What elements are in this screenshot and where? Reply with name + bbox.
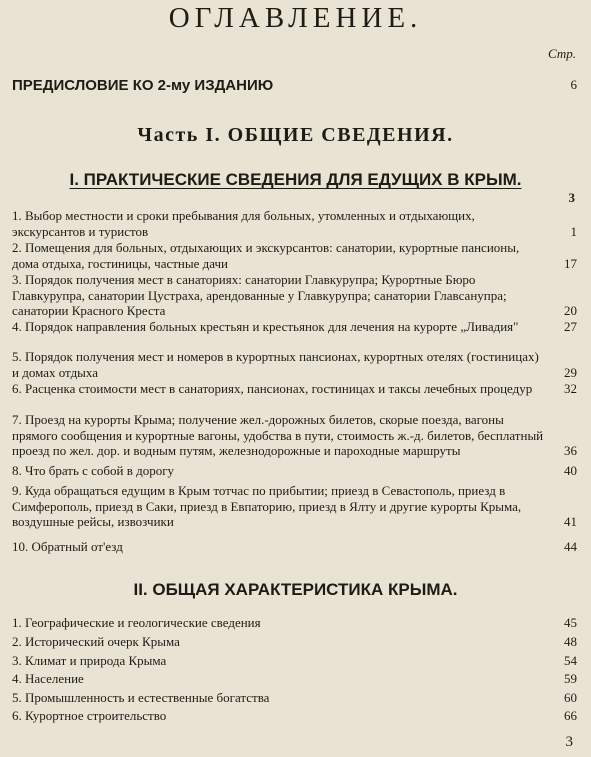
toc-entry-text: 2. Помещения для больных, отдыхающих и экскурсантов: санатории, курортные пансионы, дома отдыха, гостиницы, частные дачи xyxy=(12,240,520,271)
toc-entry-page: 29 xyxy=(564,364,577,380)
toc-entry-text: 4. Население xyxy=(12,671,84,686)
preface-entry xyxy=(12,77,577,94)
toc-entry-text: 3. Порядок получения мест в санаториях: санатории Главкурупра; Курортные Бюро Главкурупра, санатории Цустраха, арендованные у Главкурупра; санатории Главсанупра; санатории Красного Креста xyxy=(12,272,507,318)
toc-entry xyxy=(12,272,577,319)
toc-entry-page: 20 xyxy=(564,303,577,318)
preface-text: ПРЕДИСЛОВИЕ КО 2-му ИЗДАНИЮ xyxy=(12,77,274,94)
toc-entry xyxy=(12,240,577,271)
toc-entry-page: 17 xyxy=(564,255,577,271)
toc-entry-page: 32 xyxy=(564,381,577,396)
toc-entry-page: 36 xyxy=(564,443,577,458)
section1-page: 3 xyxy=(568,190,575,205)
toc-entry-page: 48 xyxy=(564,634,577,649)
page-title: ОГЛАВЛЕНИЕ. xyxy=(168,2,423,34)
toc-entry-text: 4. Порядок направления больных крестьян и крестьянок для лечения на курорте „Ливадия" xyxy=(12,319,519,334)
toc-entry-text: 7. Проезд на курорты Крыма; получение жел.-дорожных билетов, скорые поезда, вагоны прямого сообщения и курортные вагоны, удобства в пути, стоимость ж.-д. билетов, бесплатный проезд по жел. дор. и водным путям, железнодорожные и пароходные маршруты xyxy=(12,412,544,458)
toc-entry-page: 44 xyxy=(564,539,577,554)
toc-entry-text: 1. Выбор местности и сроки пребывания для больных, утомленных и отдыхающих, экскурсантов и туристов xyxy=(12,208,475,239)
toc-entry xyxy=(12,208,577,239)
toc-entry xyxy=(12,708,577,724)
toc-entry-page: 45 xyxy=(564,615,577,630)
section2-title-text: II. ОБЩАЯ ХАРАКТЕРИСТИКА КРЫМА. xyxy=(133,580,458,599)
toc-entry xyxy=(12,381,577,397)
toc-entry xyxy=(12,671,577,687)
toc-entry xyxy=(12,483,577,530)
toc-entry-page: 1 xyxy=(570,223,577,239)
section2-title xyxy=(0,580,591,600)
toc-entry-page: 40 xyxy=(564,463,577,478)
toc-entry xyxy=(12,634,577,650)
section1-title-text: I. ПРАКТИЧЕСКИЕ СВЕДЕНИЯ ДЛЯ ЕДУЩИХ В КРЫМ. xyxy=(69,170,522,189)
toc-entry xyxy=(12,412,577,459)
footer-page-number: 3 xyxy=(565,734,573,750)
toc-entry xyxy=(12,539,577,555)
toc-entry-text: 3. Климат и природа Крыма xyxy=(12,653,167,668)
toc-entry-text: 9. Куда обращаться едущим в Крым тотчас по прибытии; приезд в Севастополь, приезд в Симферополь, приезд в Саки, приезд в Евпаторию, приезд в Ялту и другие курорты Крыма, воздушные рейсы, извозчики xyxy=(12,483,522,529)
toc-entry-page: 60 xyxy=(564,690,577,705)
preface-page: 6 xyxy=(570,77,577,92)
toc-entry xyxy=(12,615,577,631)
toc-entry xyxy=(12,319,577,335)
toc-entry-text: 10. Обратный от'езд xyxy=(12,539,123,554)
toc-entry-text: 5. Порядок получения мест и номеров в курортных пансионах, курортных отелях (гостиницах) и домах отдыха xyxy=(12,349,539,380)
toc-entry xyxy=(12,349,577,380)
toc-entry-text: 2. Исторический очерк Крыма xyxy=(12,634,180,649)
toc-entry-text: 1. Географические и геологические сведения xyxy=(12,615,261,630)
toc-entry xyxy=(12,690,577,706)
section1-title xyxy=(0,170,591,190)
page-column-label: Стр. xyxy=(548,46,576,61)
toc-entry-page: 66 xyxy=(564,708,577,723)
toc-entry-text: 5. Промышленность и естественные богатства xyxy=(12,690,270,705)
toc-entry xyxy=(12,653,577,669)
toc-entry-page: 41 xyxy=(564,514,577,529)
toc-entry-text: 6. Курортное строительство xyxy=(12,708,167,723)
toc-entry-text: 8. Что брать с собой в дорогу xyxy=(12,463,175,478)
toc-entry-page: 59 xyxy=(564,671,577,686)
toc-entry xyxy=(12,463,577,479)
toc-entry-text: 6. Расценка стоимости мест в санаториях, пансионах, гостиницах и таксы лечебных процедур xyxy=(12,381,533,396)
part-title: Часть I. ОБЩИЕ СВЕДЕНИЯ. xyxy=(137,124,454,146)
toc-entry-page: 27 xyxy=(564,319,577,334)
toc-entry-page: 54 xyxy=(564,653,577,668)
